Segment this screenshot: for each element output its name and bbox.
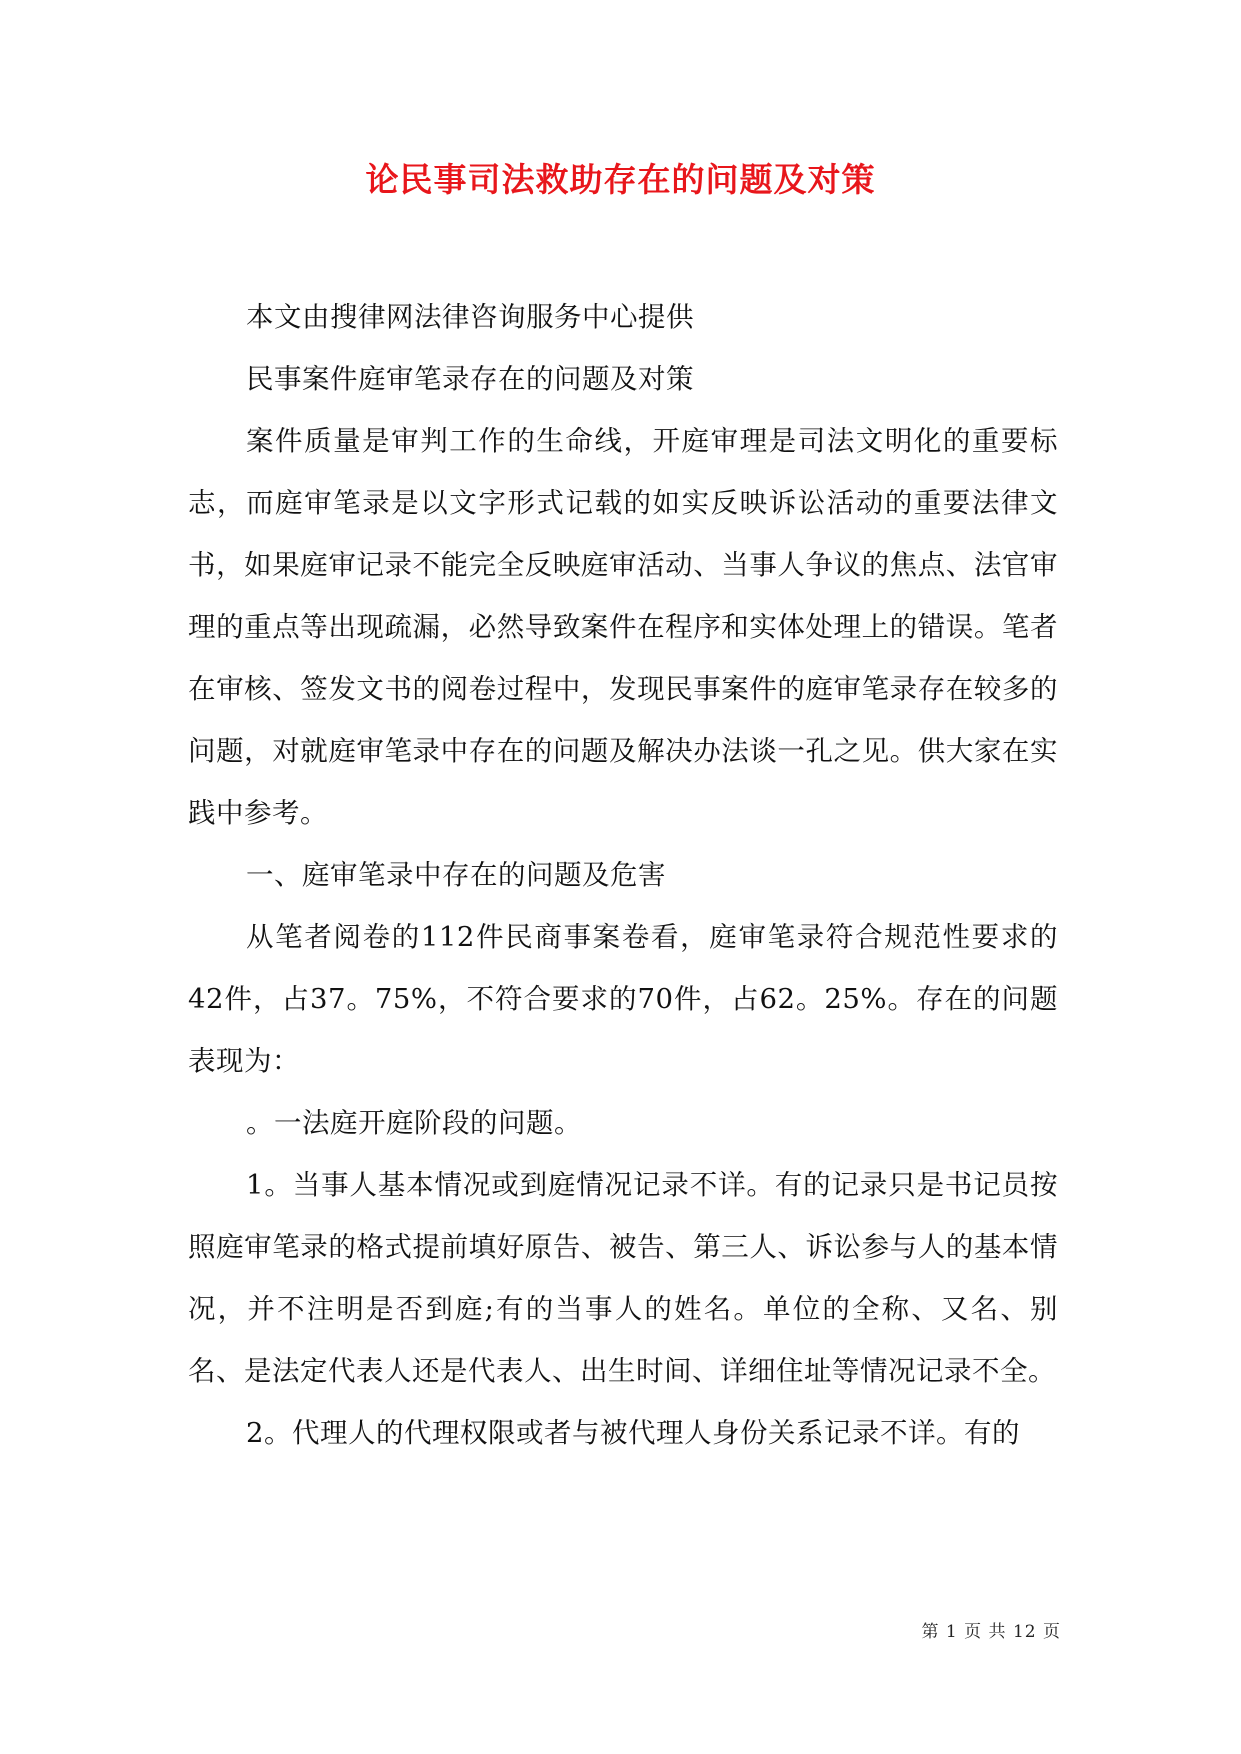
paragraph-intro: 案件质量是审判工作的生命线，开庭审理是司法文明化的重要标志，而庭审笔录是以文字形式记载的如实反映诉讼活动的重要法律文书，如果庭审记录不能完全反映庭审活动、当事人争议的焦点、法官审理的重点等出现疏漏，必然导致案件在程序和实体处理上的错误。笔者在审核、签发文书的阅卷过程中，发现民事案件的庭审笔录存在较多的问题，对就庭审笔录中存在的问题及解决办法谈一孔之见。供大家在实践中参考。 [188,425,1058,829]
document-title: 论民事司法救助存在的问题及对策 [365,160,876,199]
paragraph-item-2: 2。代理人的代理权限或者与被代理人身份关系记录不详。有的 [246,1417,1020,1449]
paragraph-source: 本文由搜律网法律咨询服务中心提供 [246,301,694,333]
paragraph-item-1: 1。当事人基本情况或到庭情况记录不详。有的记录只是书记员按照庭审笔录的格式提前填好原告、被告、第三人、诉讼参与人的基本情况，并不注明是否到庭;有的当事人的姓名。单位的全称、又名、别名、是法定代表人还是代表人、出生时间、详细住址等情况记录不全。 [188,1169,1058,1387]
subsection-heading: 。一法庭开庭阶段的问题。 [246,1107,582,1139]
page-number-footer: 第 1 页 共 12 页 [921,1622,1061,1642]
paragraph-subtitle: 民事案件庭审笔录存在的问题及对策 [246,363,694,395]
section-heading: 一、庭审笔录中存在的问题及危害 [246,859,666,891]
document-body [188,286,1058,1464]
paragraph-statistics: 从笔者阅卷的112件民商事案卷看，庭审笔录符合规范性要求的42件，占37。75%，不符合要求的70件，占62。25%。存在的问题表现为： [188,921,1058,1077]
